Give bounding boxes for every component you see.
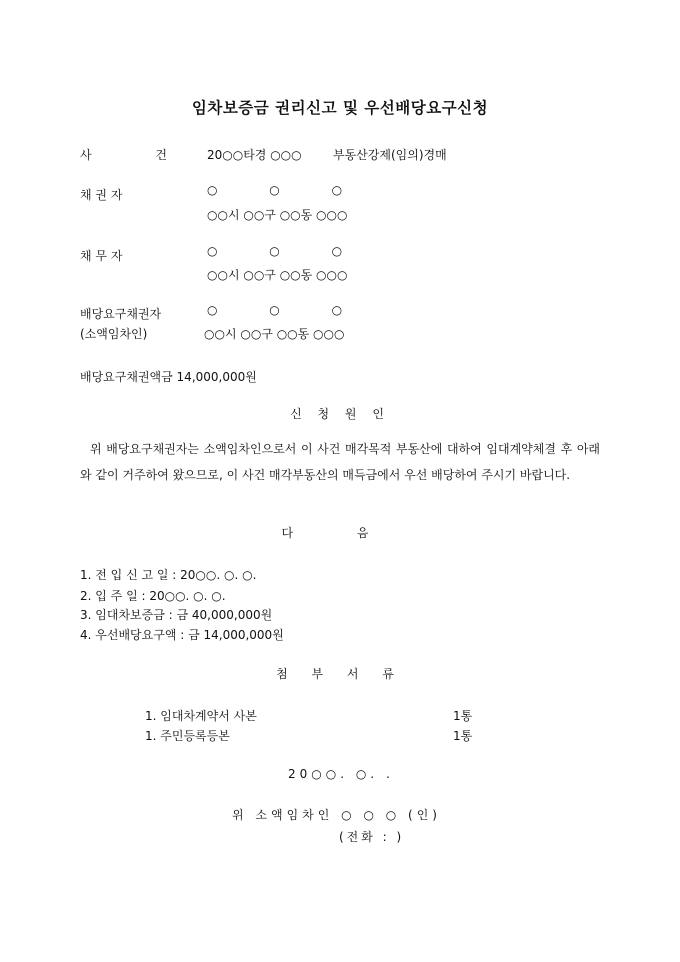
- claim-amount: 배당요구채권액금 14,000,000원: [80, 370, 257, 384]
- attachment-name: 1. 주민등록등본: [145, 729, 230, 743]
- claimant-name: ○ ○ ○: [207, 303, 367, 317]
- case-label: 사 건: [80, 148, 197, 162]
- attachment-count: 1통: [453, 709, 473, 723]
- reason-heading: 신 청 원 인: [290, 407, 390, 421]
- debtor-name: ○ ○ ○: [207, 244, 367, 258]
- claimant-label: 배당요구채권자: [80, 307, 162, 321]
- creditor-address: ○○시 ○○구 ○○동 ○○○: [207, 208, 348, 222]
- details-heading: 다 음: [281, 526, 399, 540]
- detail-item: 2. 입 주 일 : 20○○. ○. ○.: [80, 589, 226, 603]
- detail-item: 1. 전 입 신 고 일 : 20○○. ○. ○.: [80, 568, 257, 582]
- attachments-heading: 첨 부 서 류: [276, 667, 404, 681]
- creditor-label: 채 권 자: [80, 188, 123, 202]
- creditor-name: ○ ○ ○: [207, 183, 367, 197]
- signature-line: 위 소액임차인 ○ ○ ○ (인): [232, 808, 441, 822]
- attachment-name: 1. 임대차계약서 사본: [145, 709, 257, 723]
- document-title: 임차보증금 권리신고 및 우선배당요구신청: [191, 99, 489, 117]
- claimant-address: ○○시 ○○구 ○○동 ○○○: [204, 327, 345, 341]
- detail-item: 4. 우선배당요구액 : 금 14,000,000원: [80, 628, 284, 642]
- reason-body: 위 배당요구채권자는 소액임차인으로서 이 사건 매각목적 부동산에 대하여 임대계약체결 후 아래와 같이 거주하여 왔으므로, 이 사건 매각부동산의 매득금에서 우선 배당하여 주시기 바랍니다.: [80, 442, 600, 482]
- case-number: 20○○타경 ○○○: [207, 148, 302, 162]
- detail-item: 3. 임대차보증금 : 금 40,000,000원: [80, 608, 273, 622]
- debtor-label: 채 무 자: [80, 249, 123, 263]
- attachment-count: 1통: [453, 729, 473, 743]
- claimant-sublabel: (소액임차인): [80, 327, 148, 341]
- debtor-address: ○○시 ○○구 ○○동 ○○○: [207, 268, 348, 282]
- signature-phone: (전화 : ): [339, 830, 405, 844]
- document-date: 20○○. ○. .: [288, 767, 394, 781]
- case-type: 부동산강제(임의)경매: [333, 148, 447, 162]
